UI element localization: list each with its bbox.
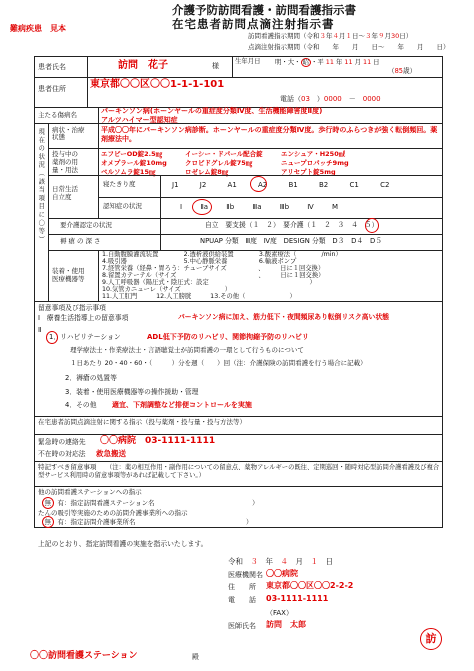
address-label: 患者住所 — [38, 85, 66, 93]
suction-none-circle — [42, 516, 54, 528]
suction-label: たんの吸引等実施のための訪問介護事業所への指示 — [38, 509, 188, 517]
station-name: 〇〇訪問看護ステーション — [30, 651, 138, 661]
item4-prefix: 4．その他 — [65, 401, 97, 409]
patient-name: 訪問 花子 — [118, 60, 168, 71]
title-sub: 在宅患者訪問点滴注射指示書 — [172, 17, 335, 31]
condition-text: 平成〇〇年にパーキンソン病診断。ホーンヤールの重症度分類Ⅳ度。歩行時のふらつきが強く転倒頻回。薬剤療法中。 — [101, 126, 438, 144]
special-notes-text: （注：薬の相互作用・副作用についての留意点、薬物アレルギーの既往、定期巡回・随時対応型訪問介護看護及び複合型サービス利用時の留意事項等があれば記載して下さい。） — [38, 464, 440, 479]
care-selected-circle — [365, 218, 379, 233]
special-notes-label: 特記すべき留意事項 — [38, 463, 97, 471]
sec1-text: パーキンソン病に加え、筋力低下・夜間頻尿あり転倒リスク高い状態 — [178, 313, 389, 321]
suction-line: （無 有：指定訪問介護事業所名 ） — [38, 518, 253, 526]
ulcer-options: NPUAP 分類 Ⅲ度 Ⅳ度 DESIGN 分類 D３ D４ D５ — [200, 237, 383, 245]
meds-label: 投与中の 薬剤の用 量・用法 — [52, 150, 78, 174]
other-station-line1: （無 有：指定訪問看護ステーション名 ） — [38, 499, 259, 507]
devices-list: 1.自動腹膜灌流装置 2.透析液供給装置 3.酸素療法（ /min） 4.吸引器 5.中心静脈栄養 6.輸液ポンプ 7.経管栄養（経鼻・胃ろう：チューブサイズ 、 日に１回交換） 8.留置カテーテル（サイズ 、 日に１回交換） 9.人工呼吸器（陽圧式・陰圧式：設定 ） 10.気管カニューレ（サイズ ） 11.人工肛門 12.人工膀胱 13.その他（ ） — [102, 251, 342, 301]
condition-label: 病状・治療 状態 — [52, 126, 85, 142]
institution-address: 東京都〇〇区〇〇2-2-2 — [266, 581, 354, 590]
patient-phone: 電話（03 ）0000 － 0000 — [280, 95, 381, 103]
doctor-label: 医師氏名 — [228, 622, 256, 630]
institution-fax-label: （FAX） — [266, 609, 293, 617]
other-station-none-circle — [42, 497, 54, 509]
emergency-contact-label: 緊急時の連絡先 — [38, 438, 86, 446]
dob-label: 生年月日 — [235, 57, 261, 65]
patient-name-label: 患者氏名 — [38, 63, 66, 71]
honorific: 様 — [212, 62, 219, 70]
diagnosis-line2: アルツハイマー型認知症 — [101, 116, 178, 124]
issue-date: 令和 ３ 年 ４ 月 １ 日 — [228, 557, 333, 566]
dementia-options: Ⅰ Ⅱa Ⅱb Ⅲa Ⅲb Ⅳ M — [180, 203, 339, 211]
sec1-label: Ⅰ 療養生活指導上の留意事項 — [38, 314, 129, 322]
bedridden-selected-circle — [250, 176, 267, 192]
bedridden-label: 寝たきり度 — [103, 180, 136, 188]
care-options: 自立 要支援（１ ２） 要介護（１ ２ ３ ４ ５） — [205, 221, 379, 229]
current-status-side-label: 現在の状況（該当項目に〇等） — [37, 128, 45, 245]
drip-label: 在宅患者訪問点滴注射に関する指示（投与薬剤・投与量・投与方法等） — [38, 418, 246, 426]
sample-note: 難病疾患 見本 — [10, 24, 66, 33]
care-label: 要介護認定の状況 — [60, 221, 112, 229]
station-suffix: 殿 — [192, 653, 199, 661]
dob: 明・大・ 昭 ・平 11 年 11 月 11 日 — [275, 58, 380, 66]
absent-label: 不在時の対応法 — [38, 450, 86, 458]
institution-name: 〇〇病院 — [266, 569, 298, 578]
doctor-name: 訪問 太郎 — [266, 620, 306, 629]
sec2-label: Ⅱ — [38, 326, 42, 334]
age: （85歳） — [388, 67, 417, 75]
item4-text: 適宜、下剤調整など排便コントロールを実施 — [112, 401, 252, 409]
dementia-label: 認知症の状況 — [103, 202, 142, 210]
institution-label: 医療機関名 — [228, 571, 263, 579]
diagnosis-line1: パーキンソン病(ホーンヤールの重症度分類Ⅳ度、生活機能障害度Ⅱ度) — [101, 107, 323, 115]
adl-label: 日常生活 自立度 — [52, 185, 78, 201]
ulcer-label: 褥瘡の深さ — [60, 237, 103, 245]
item2: 2．褥瘡の処置等 — [65, 374, 117, 382]
item1-text: ADL低下予防のリハビリ、関節拘縮予防のリハビリ — [147, 333, 309, 341]
visit-period: 訪問看護指示期間（令和３年４月１日～３年９月30日） — [248, 32, 413, 40]
emergency-contact: 〇〇病院 03-1111-1111 — [100, 436, 216, 446]
bedridden-options: J1 J2 A1 A2 B1 B2 C1 C2 — [172, 181, 390, 189]
institution-tel-label: 電 話 — [228, 596, 256, 604]
diagnosis-label: 主たる傷病名 — [38, 111, 77, 119]
statement: 上記のとおり、指定訪問看護の実施を指示いたします。 — [38, 540, 208, 548]
doctor-seal: 訪 — [420, 628, 442, 650]
meds-list: エフピーOD錠2.5㎎ イーシー・ドパール配合錠 エンシュア・H250㎖ オメプラール錠10mg クロピドグレル錠75㎎ ニュープロパッチ9mg ベルソムラ錠15㎎ ロゼレム錠8㎎ アリセプト錠5mg — [101, 150, 349, 176]
institution-address-label: 住 所 — [228, 583, 256, 591]
dementia-selected-circle — [192, 199, 212, 215]
other-station-label: 他の訪問看護ステーションへの指示 — [38, 488, 142, 496]
absent-action: 救急搬送 — [96, 449, 126, 458]
drip-period: 点滴注射指示期間（令和 年 月 日～ 年 月 日） — [248, 43, 450, 51]
devices-label: 装着・使用 医療機器等 — [52, 267, 85, 283]
item1-freq: １日あたり 20・40・60・（ ）分を週（ ）回（注：介護保険の訪問看護を行う場合に記載） — [70, 359, 367, 367]
patient-address: 東京都〇〇区〇〇1-1-1-101 — [90, 79, 225, 90]
title-main: 介護予防訪問看護・訪問看護指示書 — [172, 3, 356, 17]
institution-tel: 03-1111-1111 — [266, 594, 329, 603]
item1-prefix: 1．リハビリテーション — [49, 333, 121, 341]
item1-sub: 理学療法士・作業療法士・言語聴覚士が訪問看護の一環として行うものについて — [70, 346, 304, 354]
item3: 3．装着・使用医療機器等の操作援助・管理 — [65, 388, 199, 396]
instructions-label: 留意事項及び指示事項 — [38, 304, 106, 312]
